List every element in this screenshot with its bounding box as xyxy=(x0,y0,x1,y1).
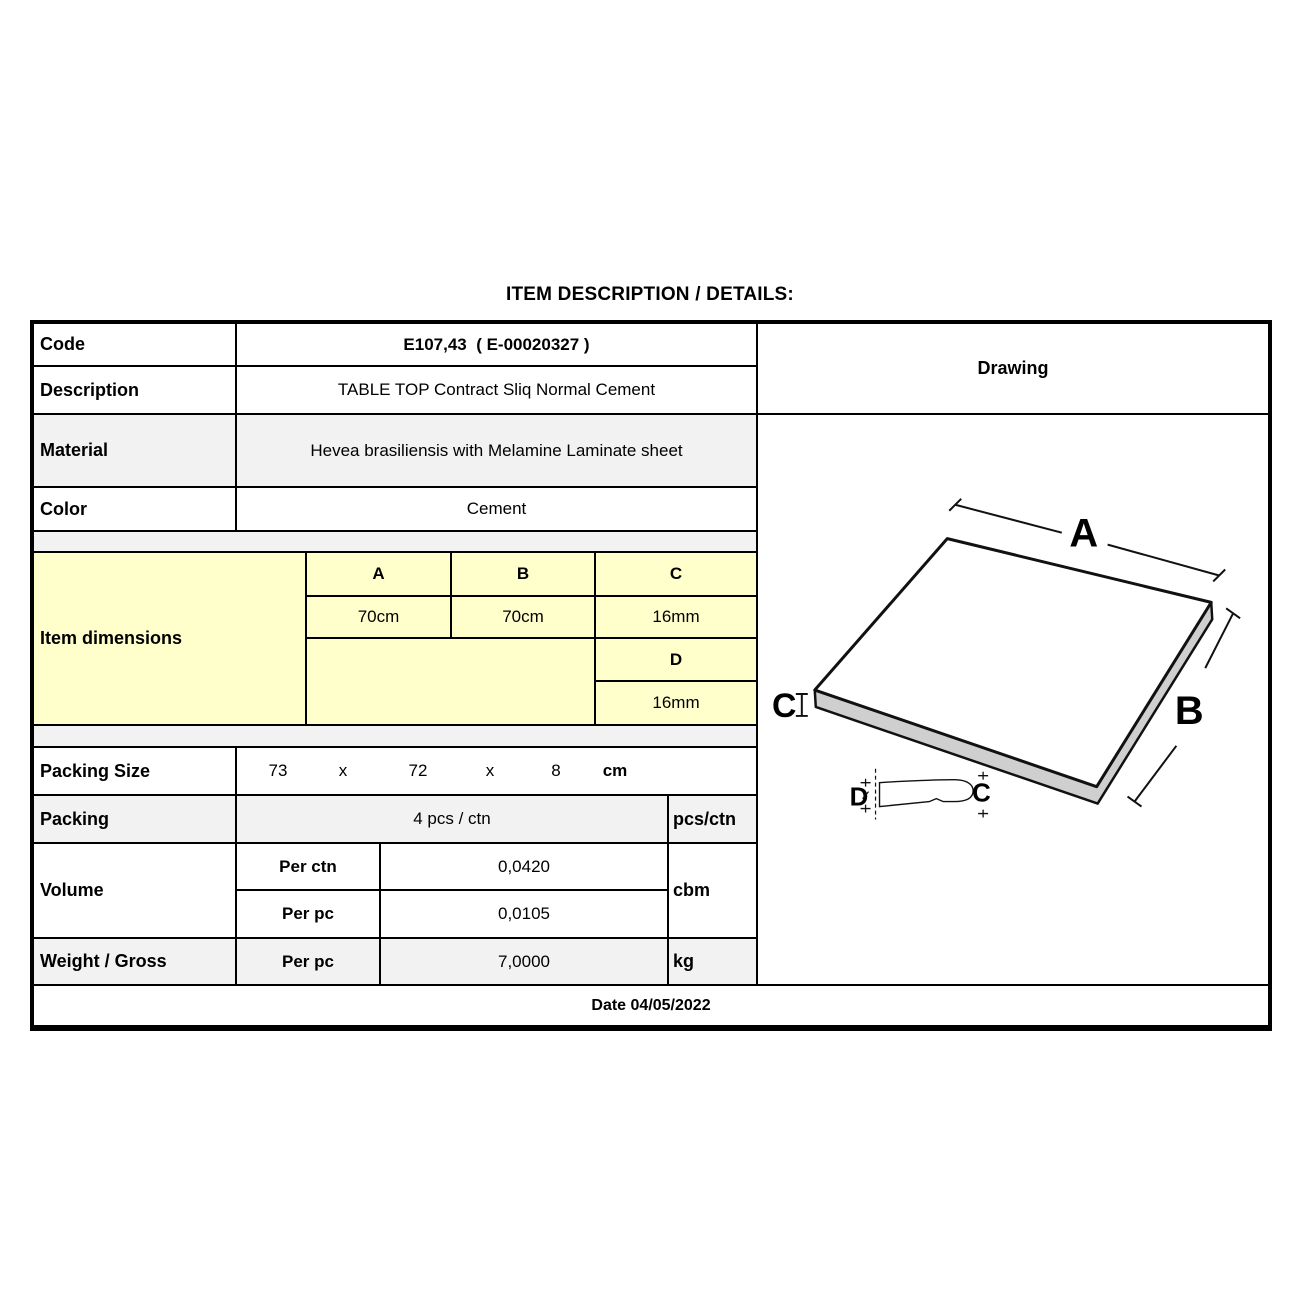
dim-value-a: 70cm xyxy=(306,596,451,638)
code-label: Code xyxy=(33,323,236,366)
packing-size-depth: 72 xyxy=(408,761,428,780)
dim-header-b: B xyxy=(451,552,595,596)
dim-label-a: A xyxy=(1069,511,1099,556)
dim-value-d: 16mm xyxy=(595,681,757,725)
packing-label: Packing xyxy=(33,795,236,843)
tabletop-drawing xyxy=(758,415,1268,984)
page-title: ITEM DESCRIPTION / DETAILS: xyxy=(506,284,794,305)
weight-unit: kg xyxy=(668,938,757,985)
dim-empty-cell xyxy=(306,638,595,725)
dim-label-b: B xyxy=(1174,688,1204,733)
dim-value-b: 70cm xyxy=(451,596,595,638)
material-value: Hevea brasiliensis with Melamine Laminate sheet xyxy=(236,414,757,487)
section-label-d: D xyxy=(849,783,869,812)
description-label: Description xyxy=(33,366,236,414)
material-label: Material xyxy=(33,414,236,487)
packing-unit: pcs/ctn xyxy=(668,795,757,843)
volume-per-ctn-value: 0,0420 xyxy=(380,843,668,890)
packing-size-value xyxy=(236,747,757,795)
volume-per-pc-value: 0,0105 xyxy=(380,890,668,938)
color-label: Color xyxy=(33,487,236,531)
volume-per-ctn-label: Per ctn xyxy=(236,843,380,890)
packing-value: 4 pcs / ctn xyxy=(236,795,668,843)
drawing-canvas xyxy=(757,414,1269,985)
description-value: TABLE TOP Contract Sliq Normal Cement xyxy=(236,366,757,414)
code-value: E107,43 ( E-00020327 ) xyxy=(236,323,757,366)
spec-table xyxy=(30,320,1272,1031)
spacer-row xyxy=(33,725,757,747)
packing-size-x2: x xyxy=(485,761,495,780)
slab-top-face xyxy=(815,539,1211,787)
dim-value-c: 16mm xyxy=(595,596,757,638)
drawing-header: Drawing xyxy=(757,323,1269,414)
weight-per-pc-label: Per pc xyxy=(236,938,380,985)
packing-size-x1: x xyxy=(338,761,348,780)
spacer-row xyxy=(33,531,757,552)
packing-size-unit: cm xyxy=(602,761,628,780)
weight-value: 7,0000 xyxy=(380,938,668,985)
dim-label-c: C xyxy=(771,686,797,725)
packing-size-width: 73 xyxy=(268,761,288,780)
dim-header-a: A xyxy=(306,552,451,596)
color-value: Cement xyxy=(236,487,757,531)
packing-size-height: 8 xyxy=(551,761,561,780)
packing-size-label: Packing Size xyxy=(33,747,236,795)
volume-label: Volume xyxy=(33,843,236,938)
dim-header-c: C xyxy=(595,552,757,596)
volume-per-pc-label: Per pc xyxy=(236,890,380,938)
section-label-c: C xyxy=(972,779,991,808)
edge-profile-outline xyxy=(880,780,974,807)
volume-unit: cbm xyxy=(668,843,757,938)
thickness-bracket-c xyxy=(796,694,808,716)
dim-header-d: D xyxy=(595,638,757,681)
date-row: Date 04/05/2022 xyxy=(33,985,1269,1026)
item-dimensions-label: Item dimensions xyxy=(33,552,306,725)
weight-label: Weight / Gross xyxy=(33,938,236,985)
